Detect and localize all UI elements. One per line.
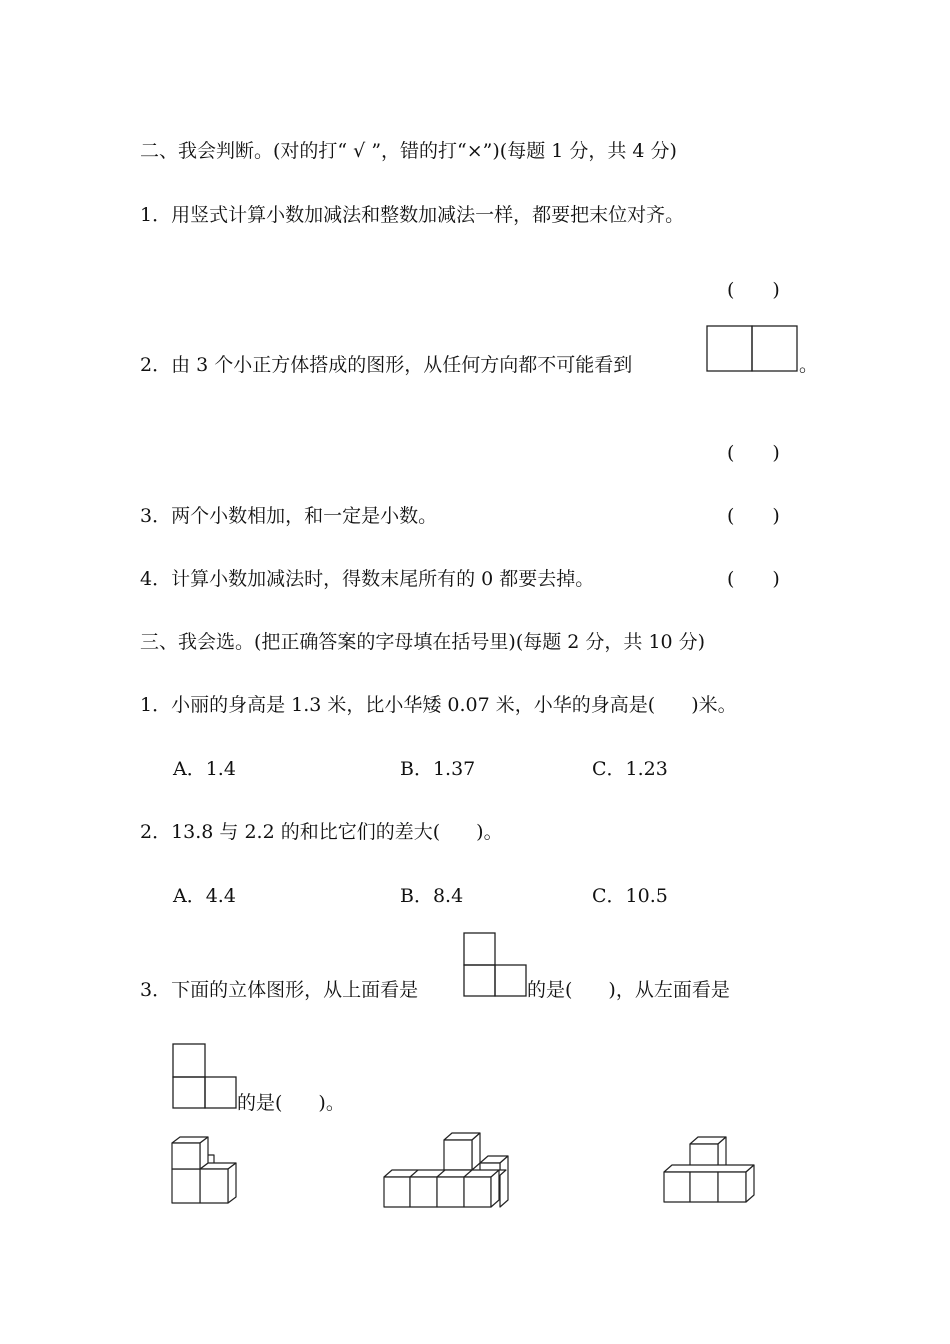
choice-2-option-c: C．10.5 [592, 885, 668, 907]
choice-question-3-part2: 的是( )，从左面看是 [527, 979, 730, 1001]
choice-question-2: 2．13.8 与 2.2 的和比它们的差大( )。 [140, 821, 503, 843]
choice-question-3-part4: 的是( )。 [237, 1092, 345, 1114]
choice-1-option-a: A．1.4 [173, 758, 236, 780]
section2-header: 二、我会判断。(对的打“ √ ”，错的打“×”)(每题 1 分，共 4 分) [140, 140, 677, 162]
judge-item-2: 2．由 3 个小正方体搭成的图形，从任何方向都不可能看到 [140, 354, 633, 376]
choice-1-option-b: B．1.37 [400, 758, 476, 780]
solid-figure-2 [382, 1130, 512, 1210]
section3-header: 三、我会选。(把正确答案的字母填在括号里)(每题 2 分，共 10 分) [140, 631, 706, 653]
choice-2-option-a: A．4.4 [173, 885, 236, 907]
judge-item-1: 1．用竖式计算小数加减法和整数加减法一样，都要把末位对齐。 [140, 204, 685, 226]
judge-item-2-end: 。 [799, 354, 819, 376]
solid-figure-1 [170, 1133, 242, 1207]
answer-blank-judge-4[interactable]: ( ) [727, 568, 780, 590]
judge-item-3: 3．两个小数相加，和一定是小数。 [140, 505, 438, 527]
answer-blank-judge-2[interactable]: ( ) [727, 442, 780, 464]
top-view-figure [463, 932, 527, 998]
judge-item-4: 4．计算小数加减法时，得数末尾所有的 0 都要去掉。 [140, 568, 595, 590]
choice-question-3-part1: 3．下面的立体图形，从上面看是 [140, 979, 419, 1001]
two-square-view-figure [706, 325, 800, 373]
choice-2-option-b: B．8.4 [400, 885, 464, 907]
answer-blank-judge-3[interactable]: ( ) [727, 505, 780, 527]
choice-1-option-c: C．1.23 [592, 758, 668, 780]
left-view-figure [172, 1043, 238, 1110]
choice-question-1: 1．小丽的身高是 1.3 米，比小华矮 0.07 米，小华的身高是( )米。 [140, 694, 737, 716]
answer-blank-judge-1[interactable]: ( ) [727, 279, 780, 301]
solid-figure-3 [662, 1134, 758, 1208]
